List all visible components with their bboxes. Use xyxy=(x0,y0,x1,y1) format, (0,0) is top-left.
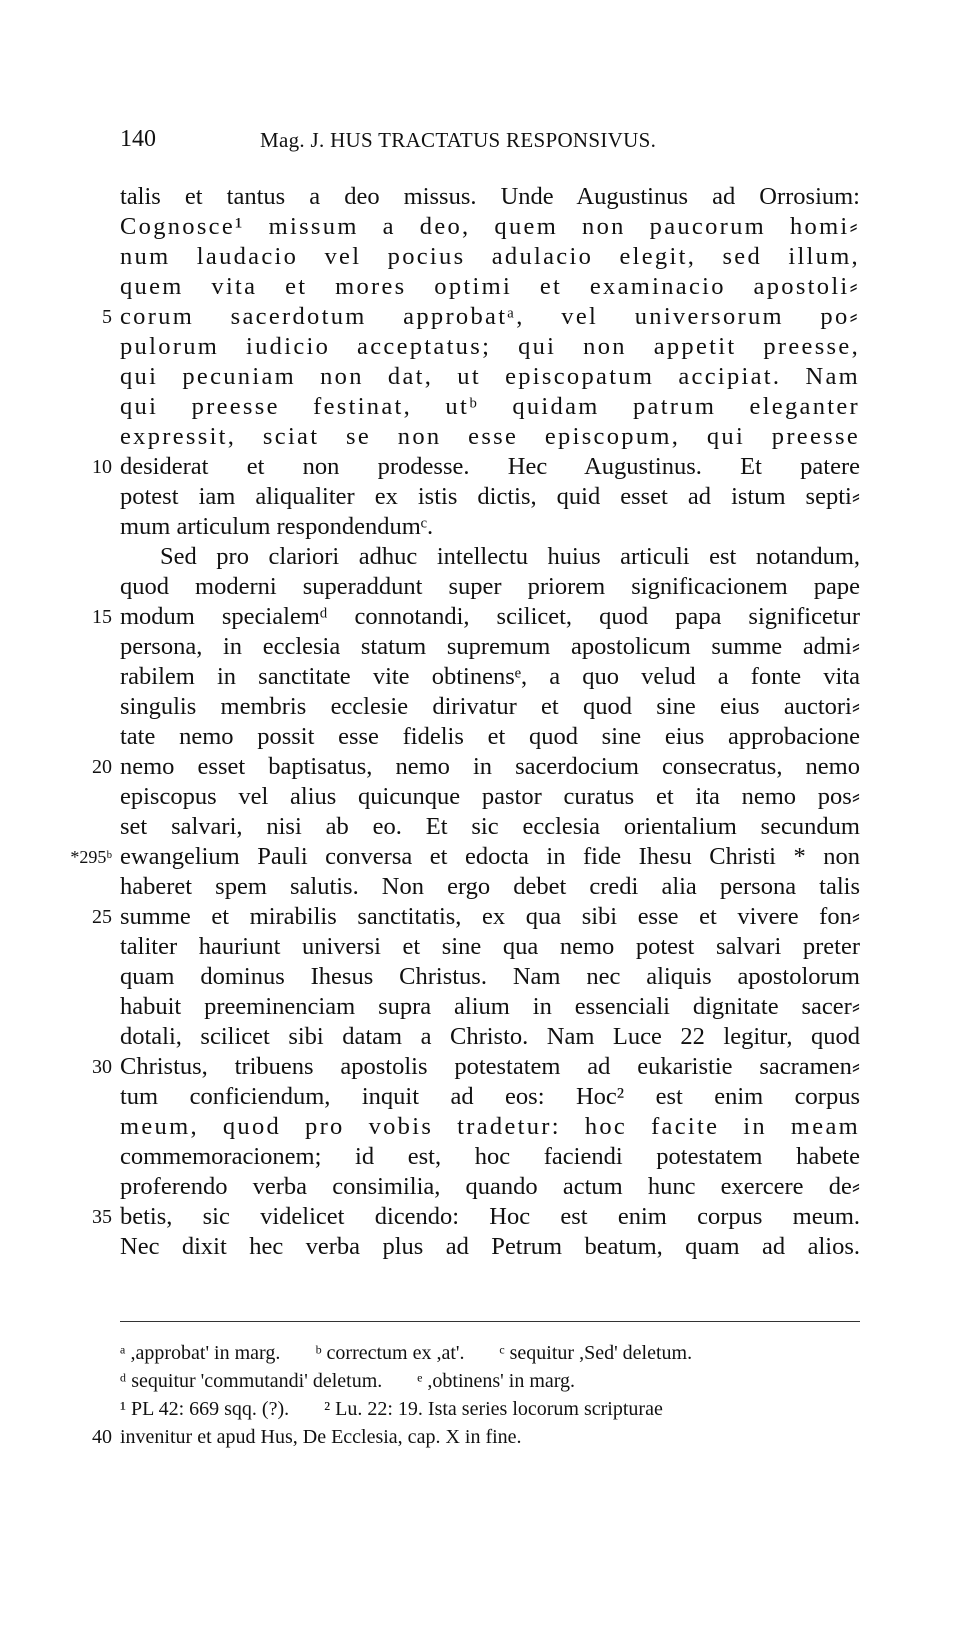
text-line: ewangelium Pauli conversa et edocta in fide Ihesu Christi * non xyxy=(120,843,860,870)
text-line: talis et tantus a deo missus. Unde Augustinus ad Orrosium: xyxy=(120,183,860,210)
text-line: betis, sic videlicet dicendo: Hoc est enim corpus meum. xyxy=(120,1203,860,1230)
text-line: rabilem in sanctitate vite obtinensᵉ, a quo velud a fonte vita xyxy=(120,663,860,690)
text-line: desiderat et non prodesse. Hec Augustinus. Et patere xyxy=(120,453,860,480)
text-line: meum, quod pro vobis tradetur: hoc facite in meam xyxy=(120,1113,860,1140)
footnote-ref-1: ¹ PL 42: 669 sqq. (?). xyxy=(120,1398,290,1420)
folio-marker: *295ᵇ xyxy=(70,847,112,867)
footnote-c: ᶜ sequitur ,Sed' deletum. xyxy=(499,1342,693,1364)
text-line: persona, in ecclesia statum supremum apostolicum summe admi⸗ xyxy=(120,633,860,660)
text-line: Christus, tribuens apostolis potestatem ad eukaristie sacramen⸗ xyxy=(120,1053,860,1080)
page-header xyxy=(120,126,860,166)
text-line: qui preesse festinat, utᵇ quidam patrum eleganter xyxy=(120,393,860,420)
paragraph-first-line: Sed pro clariori adhuc intellectu huius articuli est notandum, xyxy=(160,543,860,570)
line-number: 25 xyxy=(92,906,112,928)
text-line: singulis membris ecclesie dirivatur et quod sine eius auctori⸗ xyxy=(120,693,860,720)
text-line: mum articulum respondendumᶜ. xyxy=(120,513,434,540)
footnote-line: invenitur et apud Hus, De Ecclesia, cap. X in fine. xyxy=(120,1426,522,1448)
text-line: num laudacio vel pocius adulacio elegit, sed illum, xyxy=(120,243,860,270)
running-title: Mag. J. HUS TRACTATUS RESPONSIVUS. xyxy=(260,128,657,152)
footnote-e: ᵉ ,obtinens' in marg. xyxy=(417,1370,576,1392)
text-line: Cognosce¹ missum a deo, quem non paucorum homi⸗ xyxy=(120,213,860,240)
text-line: corum sacerdotum approbatᵃ, vel universorum po⸗ xyxy=(120,303,860,330)
text-line: tum conficiendum, inquit ad eos: Hoc² est enim corpus xyxy=(120,1083,860,1110)
text-line: taliter hauriunt universi et sine qua nemo potest salvari preter xyxy=(120,933,860,960)
footnote-a: ᵃ ,approbat' in marg. xyxy=(120,1342,281,1364)
text-line: habuit preeminenciam supra alium in essenciali dignitate sacer⸗ xyxy=(120,993,860,1020)
footnote-b: ᵇ correctum ex ,at'. xyxy=(315,1342,465,1364)
text-line: quam dominus Ihesus Christus. Nam nec aliquis apostolorum xyxy=(120,963,860,990)
text-line: episcopus vel alius quicunque pastor curatus et ita nemo pos⸗ xyxy=(120,783,860,810)
footnote-d: ᵈ sequitur 'commutandi' deletum. xyxy=(120,1370,383,1392)
line-number: 35 xyxy=(92,1206,112,1228)
line-number: 20 xyxy=(92,756,112,778)
text-line: commemoracionem; id est, hoc faciendi potestatem habete xyxy=(120,1143,860,1170)
page-number: 140 xyxy=(120,126,156,152)
text-line: summe et mirabilis sanctitatis, ex qua sibi esse et vivere fon⸗ xyxy=(120,903,860,930)
text-line: dotali, scilicet sibi datam a Christo. Nam Luce 22 legitur, quod xyxy=(120,1023,860,1050)
footnote-line xyxy=(120,1366,860,1396)
text-line: proferendo verba consimilia, quando actum hunc exercere de⸗ xyxy=(120,1173,860,1200)
footnote-line xyxy=(120,1338,860,1368)
line-number: 5 xyxy=(102,306,112,328)
footnote-ref-2: ² Lu. 22: 19. Ista series locorum scripturae xyxy=(324,1398,663,1420)
footnote-line xyxy=(120,1394,860,1424)
text-line: set salvari, nisi ab eo. Et sic ecclesia orientalium secundum xyxy=(120,813,860,840)
footnote-rule xyxy=(120,1321,860,1322)
text-line: modum specialemᵈ connotandi, scilicet, quod papa significetur xyxy=(120,603,860,630)
text-line: expressit, sciat se non esse episcopum, qui preesse xyxy=(120,423,860,450)
text-line: quod moderni superaddunt super priorem significacionem pape xyxy=(120,573,860,600)
text-line: tate nemo possit esse fidelis et quod sine eius approbacione xyxy=(120,723,860,750)
line-number: 30 xyxy=(92,1056,112,1078)
line-number: 15 xyxy=(92,606,112,628)
text-line: potest iam aliqualiter ex istis dictis, quid esset ad istum septi⸗ xyxy=(120,483,860,510)
text-line: qui pecuniam non dat, ut episcopatum accipiat. Nam xyxy=(120,363,860,390)
line-number: 10 xyxy=(92,456,112,478)
text-line: quem vita et mores optimi et examinacio apostoli⸗ xyxy=(120,273,860,300)
text-line: pulorum iudicio acceptatus; qui non appetit preesse, xyxy=(120,333,860,360)
text-line: nemo esset baptisatus, nemo in sacerdocium consecratus, nemo xyxy=(120,753,860,780)
line-number: 40 xyxy=(92,1426,112,1448)
text-line: haberet spem salutis. Non ergo debet credi alia persona talis xyxy=(120,873,860,900)
text-line: Nec dixit hec verba plus ad Petrum beatum, quam ad alios. xyxy=(120,1233,860,1260)
